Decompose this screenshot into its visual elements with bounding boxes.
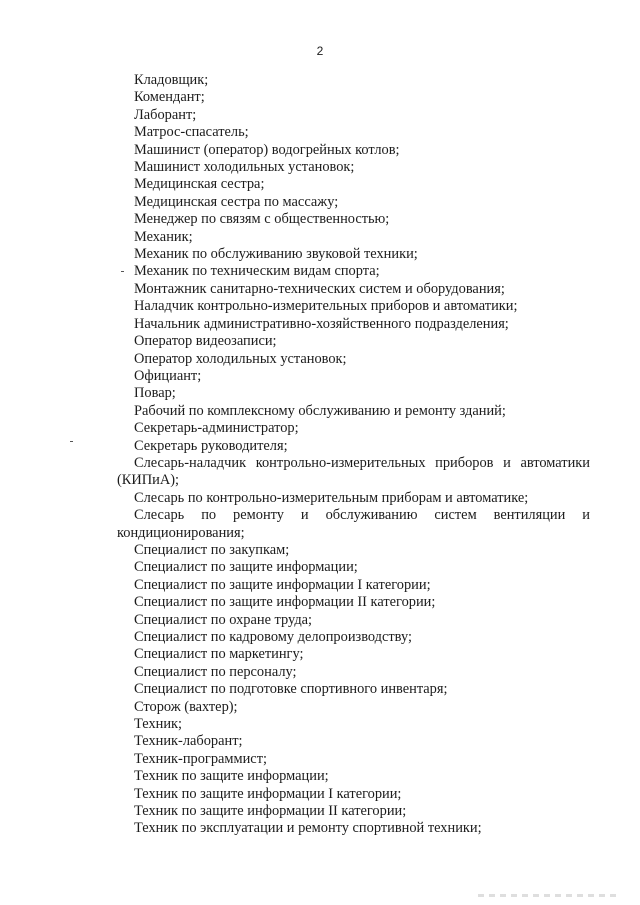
list-item: Кладовщик; [134,72,209,88]
list-item: Медицинская сестра по массажу; [134,193,339,210]
list-item-continuation: (КИПиА); [117,472,180,489]
list-item: Техник-лаборант; [134,733,243,750]
list-item: Оператор видеозаписи; [134,333,277,350]
list-item: Специалист по защите информации I категории; [134,576,431,593]
list-item: Лаборант; [134,106,197,123]
list-item: Комендант; [134,89,205,106]
list-item: Сторож (вахтер); [134,698,238,715]
list-item: Слесарь-наладчик контрольно-измерительных приборов и автоматики [134,454,590,471]
list-item: Машинист холодильных установок; [134,159,355,176]
list-item: Техник по защите информации; [134,768,329,785]
list-item: Начальник административно-хозяйственного подразделения; [134,315,509,332]
list-item: Слесарь по контрольно-измерительным приборам и автоматике; [134,489,529,506]
list-item: Секретарь-администратор; [134,420,299,437]
list-item: Специалист по закупкам; [134,541,290,558]
occupation-list [117,72,590,838]
list-item: Наладчик контрольно-измерительных приборов и автоматики; [134,298,518,315]
list-item: Техник; [134,716,183,733]
list-item: Оператор холодильных установок; [134,350,347,367]
page-number: 2 [316,44,324,58]
list-item: Техник-программист; [134,750,267,767]
list-item: Техник по защите информации II категории; [134,803,407,820]
list-item: Механик; [134,228,193,245]
list-item: Машинист (оператор) водогрейных котлов; [134,141,400,158]
list-item: Рабочий по комплексному обслуживанию и ремонту зданий; [134,402,506,419]
list-item-continuation: кондиционирования; [117,524,245,541]
list-item: Специалист по подготовке спортивного инвентаря; [134,681,448,698]
list-item: Специалист по защите информации II категории; [134,594,436,611]
list-item: Повар; [134,385,176,402]
scan-footer-marks [478,894,618,897]
list-item: Механик по обслуживанию звуковой техники; [134,246,418,263]
scan-speck [70,441,73,442]
list-item: Слесарь по ремонту и обслуживанию систем вентиляции и [134,507,590,524]
list-item: Специалист по охране труда; [134,611,313,628]
list-item: Специалист по маркетингу; [134,646,304,663]
list-item: Официант; [134,367,202,384]
list-item: Специалист по кадровому делопроизводству; [134,629,412,645]
list-item: Матрос-спасатель; [134,124,249,141]
list-item: Специалист по персоналу; [134,663,297,680]
list-item: Техник по защите информации I категории; [134,785,402,802]
scan-speck [121,271,124,272]
list-item: Механик по техническим видам спорта; [134,263,380,280]
list-item: Медицинская сестра; [134,176,265,193]
list-item: Монтажник санитарно-технических систем и оборудования; [134,280,505,297]
list-item: Секретарь руководителя; [134,437,288,454]
list-item: Техник по эксплуатации и ремонту спортивной техники; [134,820,482,837]
list-item: Менеджер по связям с общественностью; [134,211,390,228]
list-item: Специалист по защите информации; [134,559,358,576]
